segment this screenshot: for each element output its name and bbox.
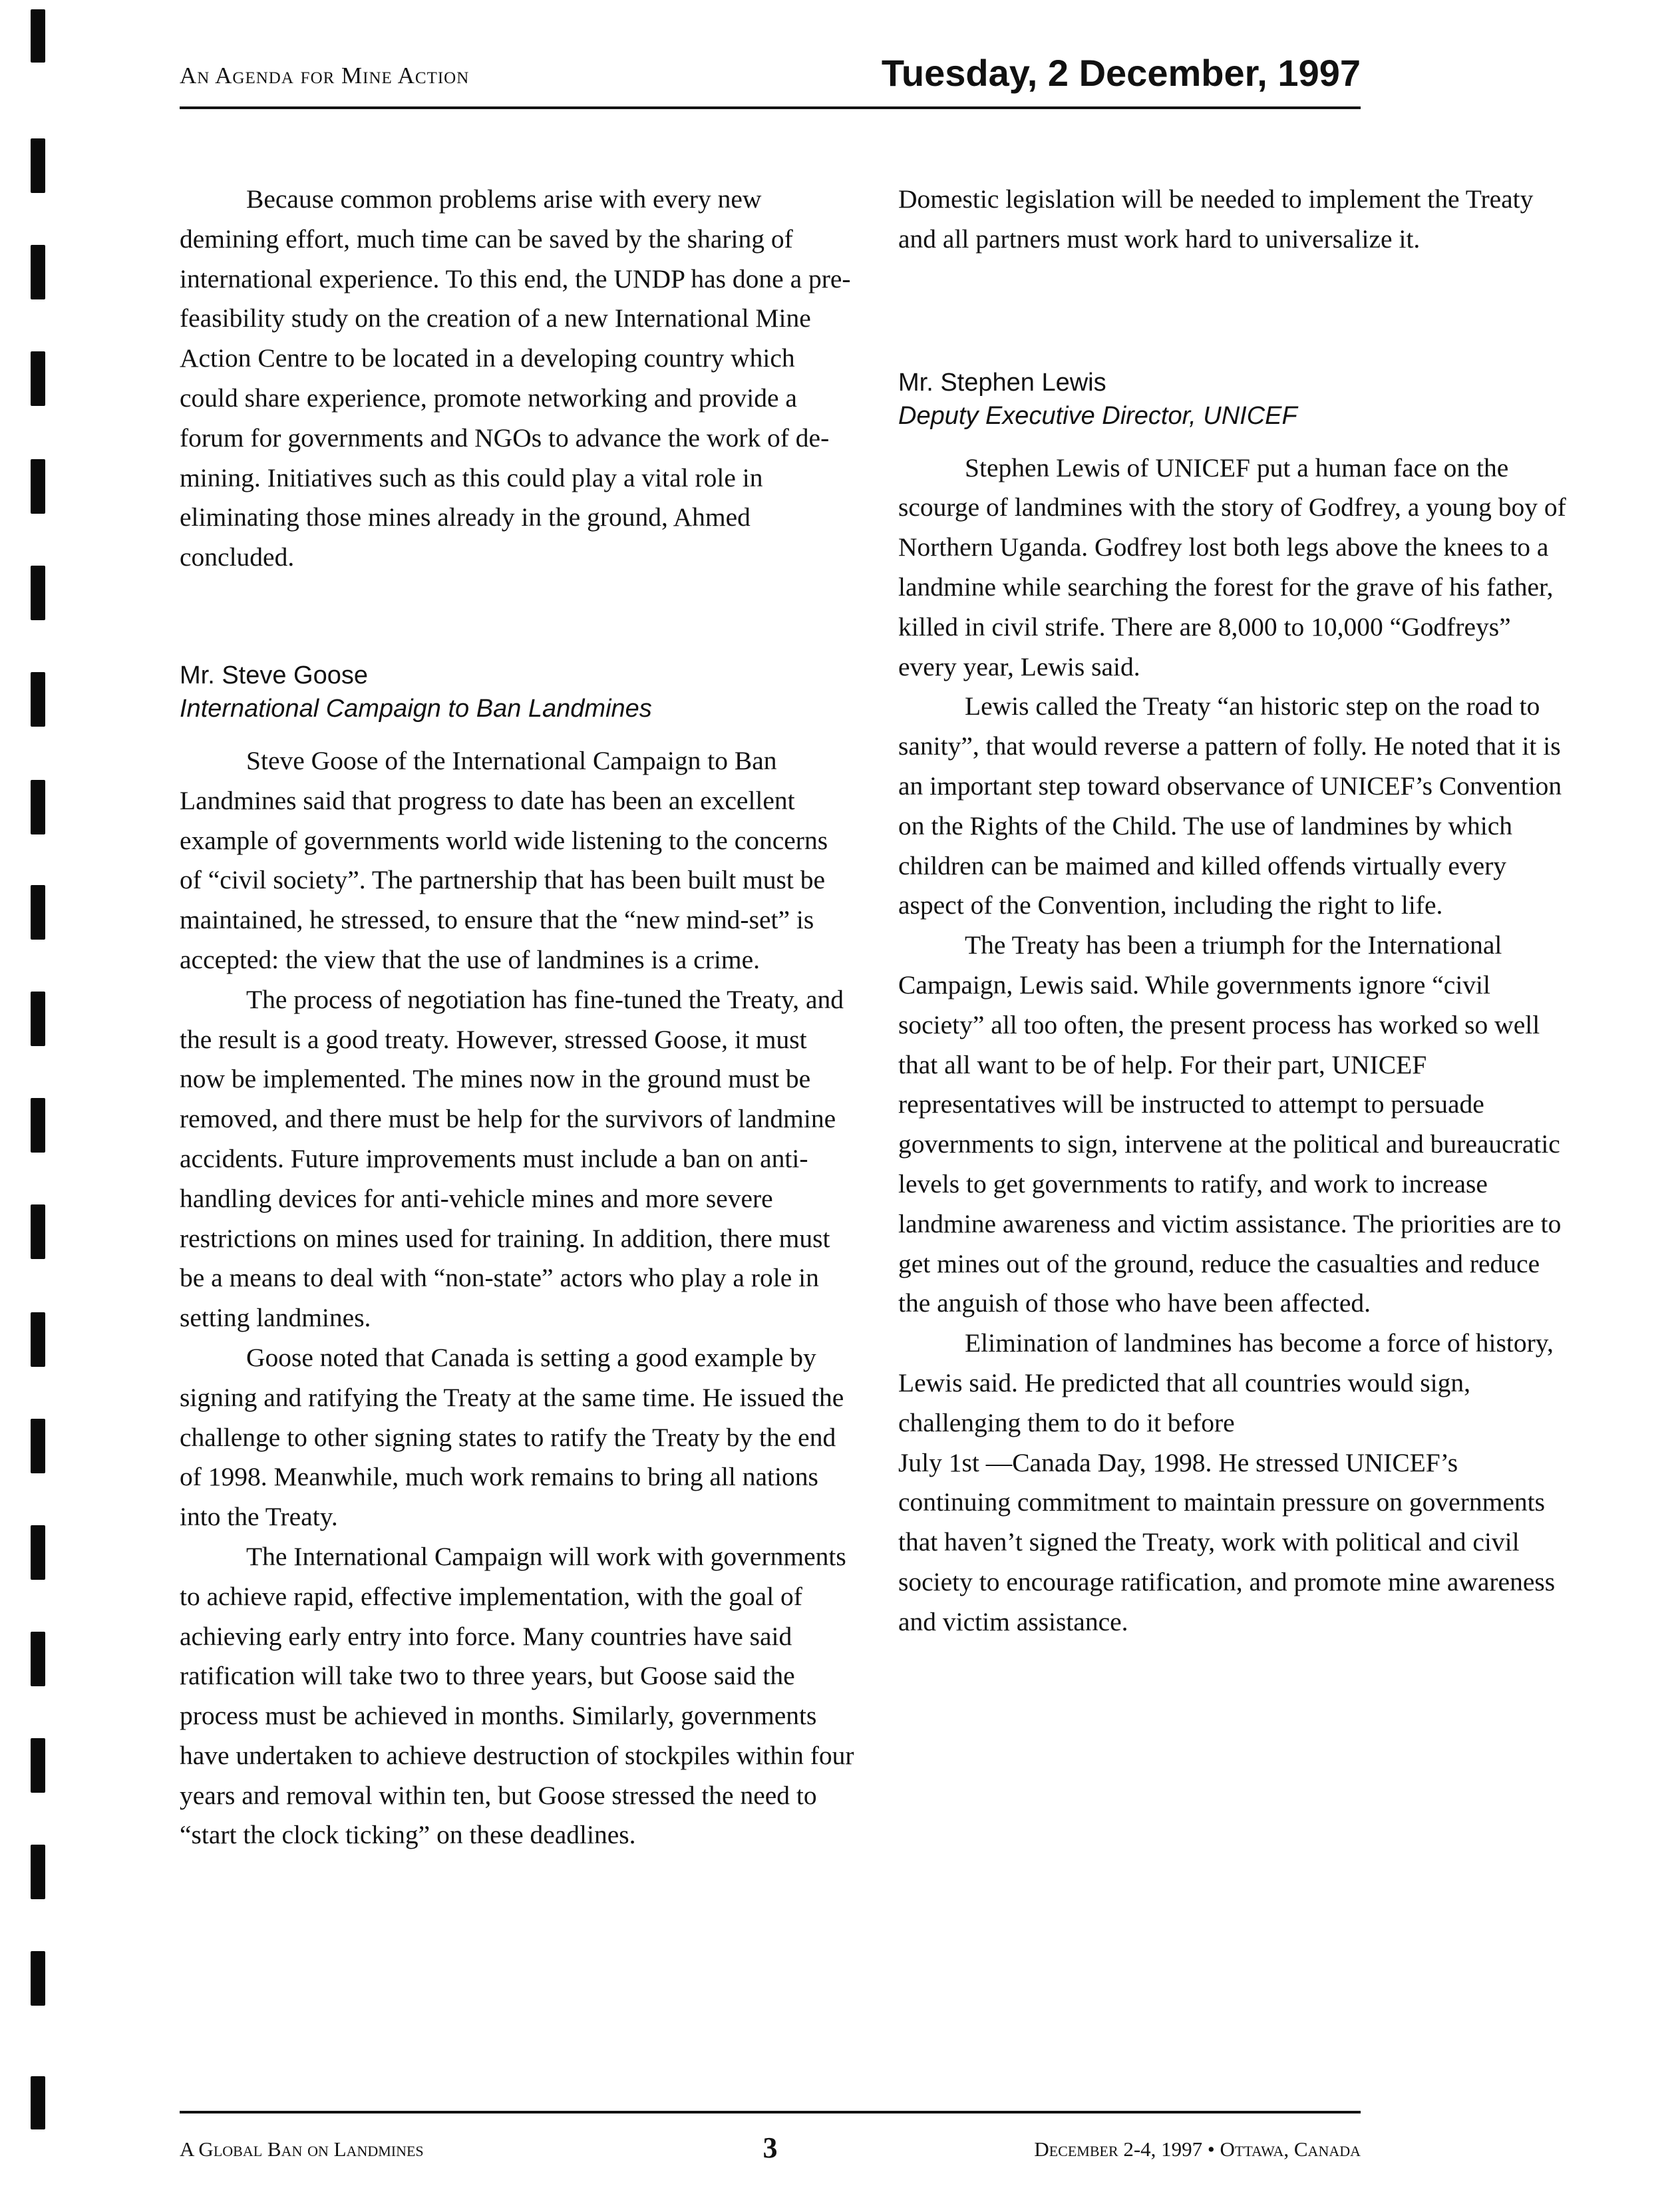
binding-hole-mark bbox=[31, 885, 45, 940]
binding-hole-mark bbox=[31, 672, 45, 727]
binding-hole-mark bbox=[31, 459, 45, 514]
speaker-role: Deputy Executive Director, UNICEF bbox=[898, 401, 1297, 430]
body-paragraph: Stephen Lewis of UNICEF put a human face on the scourge of landmines with the story of Godfrey, a young boy of Northern Uganda. Godfrey lost both legs above the knees to a landmine while searching the forest for the grave of his father, killed in civil strife. There are 8,000 to 10,000 “Godfreys” every year, Lewis said. bbox=[898, 453, 1566, 681]
binding-hole-mark bbox=[31, 1525, 45, 1580]
binding-hole-mark bbox=[31, 351, 45, 406]
header-date: Tuesday, 2 December, 1997 bbox=[881, 52, 1361, 94]
right-column bbox=[898, 180, 1574, 1642]
binding-hole-mark bbox=[31, 138, 45, 193]
body-paragraph: Lewis called the Treaty “an historic step on the road to sanity”, that would reverse a pattern of folly. He noted that it is an important step toward observance of UNICEF’s Convention on the Rights of the Child. The use of landmines by which children can be maimed and killed offends virtually every aspect of the Convention, including the right to life. bbox=[898, 691, 1562, 920]
body-paragraph: Steve Goose of the International Campaign to Ban Landmines said that progress to date has been an excellent example of governments world wide listening to the concerns of “civil society”. The partnership that has been built must be maintained, he stressed, to ensure that the “new mind-set” is accepted: the view that the use of landmines is a crime. bbox=[180, 745, 828, 974]
binding-hole-mark bbox=[31, 1845, 45, 1899]
binding-hole-mark bbox=[31, 1312, 45, 1367]
page-number: 3 bbox=[762, 2131, 778, 2164]
publication-title: An Agenda for Mine Action bbox=[180, 63, 470, 89]
binding-hole-mark bbox=[31, 992, 45, 1046]
left-column bbox=[180, 180, 855, 1855]
binding-hole-mark bbox=[31, 1632, 45, 1686]
binding-hole-mark bbox=[31, 1738, 45, 1793]
body-paragraph: The Treaty has been a triumph for the International Campaign, Lewis said. While governments ignore “civil society” all too often, the present process has worked so well that all want to be of help. For their part, UNICEF representatives will be instructed to attempt to persuade governments to sign, intervene at the political and bureaucratic levels to get governments to ratify, and work to increase landmine awareness and victim assistance. The priorities are to get mines out of the ground, reduce the casualties and reduce the anguish of those who have been affected. bbox=[898, 930, 1562, 1318]
speaker-name: Mr. Stephen Lewis bbox=[898, 368, 1106, 397]
body-paragraph: The International Campaign will work with governments to achieve rapid, effective implementation, with the goal of achieving early entry into force. Many countries have said ratification will take two to three years, but Goose said the process must be achieved in months. Similarly, governments have undertaken to achieve destruction of stockpiles within four years and removal within ten, but Goose stressed the need to “start the clock ticking” on these deadlines. bbox=[180, 1541, 854, 1850]
binding-hole-mark bbox=[31, 566, 45, 620]
page-header bbox=[180, 47, 1361, 109]
binding-hole-mark bbox=[31, 2076, 45, 2129]
body-paragraph: Because common problems arise with every new demining effort, much time can be saved by the sharing of international experience. To this end, the UNDP has done a pre-feasibility study on the creation of a new International Mine Action Centre to be located in a developing country which could share experience, promote networking and provide a forum for governments and NGOs to advance the work of de-mining. Initiatives such as this could play a vital role in eliminating those mines already in the ground, Ahmed concluded. bbox=[180, 184, 851, 572]
page-footer bbox=[180, 2111, 1361, 2164]
binding-hole-mark bbox=[31, 245, 45, 299]
body-paragraph: July 1st —Canada Day, 1998. He stressed UNICEF’s continuing commitment to maintain pressure on governments that haven’t signed the Treaty, work with political and civil society to encourage ratification, and promote mine awareness and victim assistance. bbox=[898, 1447, 1556, 1636]
binding-hole-mark bbox=[31, 780, 45, 834]
binding-hole-mark bbox=[31, 1419, 45, 1473]
speaker-heading bbox=[180, 659, 855, 725]
binding-hole-mark bbox=[31, 1204, 45, 1259]
speaker-name: Mr. Steve Goose bbox=[180, 661, 369, 689]
speaker-role: International Campaign to Ban Landmines bbox=[180, 694, 652, 723]
binding-hole-mark bbox=[31, 1951, 45, 2006]
binding-hole-mark bbox=[31, 1098, 45, 1153]
body-paragraph: Elimination of landmines has become a force of history, Lewis said. He predicted that all countries would sign, challenging them to do it before bbox=[898, 1328, 1554, 1437]
speaker-heading bbox=[898, 366, 1574, 433]
binding-hole-mark bbox=[31, 9, 45, 63]
footer-publication: A Global Ban on Landmines bbox=[180, 2137, 424, 2161]
body-paragraph: Domestic legislation will be needed to implement the Treaty and all partners must work hard to universalize it. bbox=[898, 184, 1534, 254]
footer-event: December 2-4, 1997 • Ottawa, Canada bbox=[1034, 2137, 1361, 2161]
body-paragraph: Goose noted that Canada is setting a good example by signing and ratifying the Treaty at the same time. He issued the challenge to other signing states to ratify the Treaty by the end of 1998. Meanwhile, much work remains to bring all nations into the Treaty. bbox=[180, 1342, 844, 1532]
body-paragraph: The process of negotiation has fine-tuned the Treaty, and the result is a good treaty. However, stressed Goose, it must now be implemented. The mines now in the ground must be removed, and there must be help for the survivors of landmine accidents. Future improvements must include a ban on anti-handling devices for anti-vehicle mines and more severe restrictions on mines used for training. In addition, there must be a means to deal with “non-state” actors who play a role in setting landmines. bbox=[180, 984, 844, 1333]
